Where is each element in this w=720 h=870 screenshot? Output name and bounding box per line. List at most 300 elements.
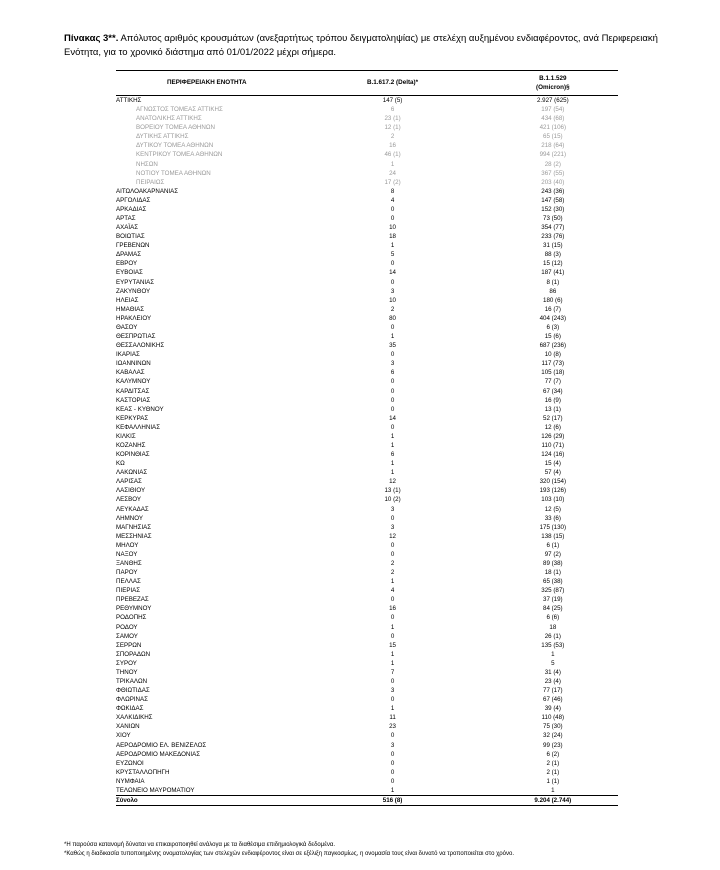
region-cell: ΔΥΤΙΚΟΥ ΤΟΜΕΑ ΑΘΗΝΩΝ [136, 142, 214, 150]
table-row [116, 305, 618, 314]
region-cell: ΣΑΜΟΥ [116, 632, 138, 640]
delta-cell: 6 [390, 106, 395, 114]
table-row [116, 450, 618, 459]
omicron-cell: 5 [551, 659, 555, 667]
table-row [116, 350, 618, 359]
region-cell: ΕΒΡΟΥ [116, 260, 138, 268]
table-row [116, 550, 618, 559]
region-cell: ΚΡΥΣΤΑΛΛΟΠΗΓΗ [116, 768, 170, 776]
region-cell: ΜΗΛΟΥ [116, 541, 139, 549]
region-cell: ΛΑΡΙΣΑΣ [116, 478, 142, 486]
table-row [116, 423, 618, 432]
omicron-cell: 23 (4) [544, 678, 561, 685]
region-cell: ΚΙΛΚΙΣ [116, 432, 136, 440]
delta-cell: 0 [390, 678, 395, 685]
region-cell: ΚΕΦΑΛΛΗΝΙΑΣ [116, 423, 161, 431]
region-cell: ΛΕΥΚΑΔΑΣ [116, 505, 149, 513]
region-cell: ΑΡΓΟΛΙΔΑΣ [116, 196, 151, 204]
region-cell: ΜΕΣΣΗΝΙΑΣ [116, 532, 152, 540]
omicron-cell: 77 (7) [544, 378, 561, 386]
region-cell: ΧΙΟΥ [116, 732, 131, 740]
delta-cell: 4 [390, 587, 395, 595]
omicron-cell: 18 (1) [544, 569, 561, 577]
omicron-cell: 88 (3) [544, 251, 561, 259]
delta-cell: 7 [390, 668, 395, 676]
omicron-cell: 243 (36) [541, 187, 565, 195]
omicron-cell: 16 (7) [544, 305, 561, 313]
delta-cell: 6 [390, 369, 395, 377]
region-cell: ΙΩΑΝΝΙΝΩΝ [116, 360, 151, 368]
delta-cell: 0 [390, 387, 395, 395]
omicron-cell: 180 (6) [543, 296, 563, 304]
delta-cell: 3 [390, 687, 395, 695]
region-cell: ΝΟΤΙΟΥ ΤΟΜΕΑ ΑΘΗΝΩΝ [136, 169, 211, 177]
table-row [116, 722, 618, 731]
omicron-cell: 110 (71) [541, 441, 565, 449]
omicron-cell: 6 (6) [546, 614, 560, 622]
omicron-cell: 233 (76) [541, 233, 565, 241]
delta-cell: 24 [389, 169, 396, 177]
delta-cell: 14 [389, 269, 396, 277]
delta-cell: 1 [390, 578, 395, 586]
region-cell: ΠΙΕΡΙΑΣ [116, 587, 141, 595]
table-row [116, 468, 618, 477]
table-row [116, 459, 618, 468]
delta-cell: 4 [390, 196, 395, 204]
table-row [116, 287, 618, 296]
omicron-cell: 126 (29) [541, 432, 565, 440]
region-cell: ΑΡΚΑΔΙΑΣ [116, 205, 147, 213]
table-subrow [116, 123, 618, 132]
delta-cell: 3 [390, 505, 395, 513]
delta-cell: 16 [389, 142, 396, 150]
delta-cell: 0 [390, 596, 395, 604]
delta-cell: 80 [389, 314, 396, 322]
region-cell: ΝΑΞΟΥ [116, 550, 138, 558]
delta-cell: 2 [390, 305, 395, 313]
table-row [116, 577, 618, 586]
delta-cell: 8 [390, 187, 395, 195]
header-delta: B.1.617.2 (Delta)* [297, 71, 487, 96]
omicron-cell: 8 (1) [546, 278, 560, 286]
delta-cell: 2 [390, 569, 395, 577]
table-row [116, 278, 618, 287]
region-cell: ΧΑΝΙΩΝ [116, 723, 140, 731]
region-cell: ΕΥΒΟΙΑΣ [116, 269, 143, 277]
delta-cell: 0 [390, 205, 395, 213]
table-row [116, 505, 618, 514]
omicron-cell: 218 (64) [541, 142, 565, 150]
omicron-cell: 31 (4) [544, 668, 561, 676]
omicron-cell: 84 (25) [543, 605, 563, 613]
region-cell: ΦΛΩΡΙΝΑΣ [116, 696, 148, 704]
delta-cell: 14 [389, 414, 396, 422]
omicron-cell: 187 (41) [541, 269, 565, 277]
delta-cell: 0 [390, 759, 395, 767]
region-cell: ΘΕΣΣΑΛΟΝΙΚΗΣ [116, 342, 165, 350]
region-cell: ΠΑΡΟΥ [116, 569, 138, 577]
table-row [116, 323, 618, 332]
delta-cell: 1 [390, 469, 395, 477]
table-row [116, 613, 618, 622]
table-subrow [116, 132, 618, 141]
table-row [116, 777, 618, 786]
omicron-cell: 193 (126) [539, 487, 567, 495]
region-cell: ΦΘΙΩΤΙΔΑΣ [116, 687, 150, 695]
table-row [116, 259, 618, 268]
delta-cell: 13 (1) [384, 487, 401, 495]
region-cell: ΚΕΡΚΥΡΑΣ [116, 414, 149, 422]
delta-cell: 18 [389, 233, 396, 241]
region-cell: ΓΡΕΒΕΝΩΝ [116, 242, 150, 250]
delta-cell: 1 [390, 623, 395, 631]
region-cell: ΑΤΤΙΚΗΣ [116, 97, 142, 104]
omicron-cell: 13 (1) [544, 405, 561, 413]
omicron-cell: 117 (73) [541, 360, 565, 368]
delta-cell: 0 [390, 632, 395, 640]
table-row [116, 604, 618, 613]
table-row [116, 568, 618, 577]
region-cell: ΕΥΖΩΝΟΙ [116, 759, 144, 767]
table-row [116, 414, 618, 423]
delta-cell: 0 [390, 550, 395, 558]
omicron-cell: 138 (15) [541, 532, 565, 540]
omicron-cell: 367 (55) [541, 169, 565, 177]
region-cell: ΛΑΚΩΝΙΑΣ [116, 469, 148, 477]
region-cell: ΜΑΓΝΗΣΙΑΣ [116, 523, 152, 531]
table-row [116, 486, 618, 495]
header-omicron-line1: B.1.1.529 [539, 74, 567, 82]
delta-cell: 3 [390, 741, 395, 749]
table-subrow [116, 169, 618, 178]
table-row [116, 214, 618, 223]
omicron-cell: 65 (38) [543, 578, 563, 586]
table-row [116, 677, 618, 686]
omicron-cell: 12 (6) [544, 423, 561, 431]
table-caption-label: Πίνακας 3**. [64, 33, 119, 44]
region-cell: ΗΡΑΚΛΕΙΟΥ [116, 314, 152, 322]
table-caption [64, 32, 664, 60]
omicron-cell: 67 (46) [543, 696, 563, 704]
omicron-cell: 152 (30) [541, 205, 565, 213]
omicron-cell: 89 (38) [543, 559, 563, 567]
delta-cell: 1 [390, 650, 395, 658]
delta-cell: 12 [389, 532, 396, 540]
delta-cell: 23 [389, 723, 396, 731]
region-cell: ΝΥΜΦΑΙΑ [116, 777, 145, 785]
region-cell: ΗΜΑΘΙΑΣ [116, 305, 145, 313]
region-cell: ΠΡΕΒΕΖΑΣ [116, 596, 149, 604]
delta-cell: 6 [390, 451, 395, 459]
omicron-cell: 325 (87) [541, 587, 565, 595]
delta-cell: 0 [390, 777, 395, 785]
table-header-row [116, 71, 618, 96]
omicron-cell: 32 (24) [543, 732, 563, 740]
region-cell: ΡΟΔΟΠΗΣ [116, 614, 147, 622]
footnote-1: *Η παρούσα κατανομή δύναται να επικαιροποιηθεί ανάλογα με τα διαθέσιμα επιδημιολογικά δεδομένα. [64, 842, 336, 848]
region-cell: ΝΗΣΩΝ [136, 160, 158, 168]
omicron-cell: 105 (18) [541, 369, 565, 377]
delta-cell: 0 [390, 260, 395, 268]
delta-cell: 3 [390, 287, 395, 295]
delta-cell: 17 (2) [384, 178, 401, 186]
omicron-cell: 1 [551, 786, 555, 794]
omicron-cell: 97 (2) [544, 550, 561, 558]
table-row [116, 196, 618, 205]
omicron-cell: 12 (5) [544, 505, 561, 513]
region-cell: ΛΕΣΒΟΥ [116, 496, 141, 504]
region-cell: ΞΑΝΘΗΣ [116, 559, 142, 567]
delta-cell: 1 [390, 160, 395, 168]
region-cell: ΤΕΛΩΝΕΙΟ ΜΑΥΡΟΜΑΤΙΟΥ [116, 786, 195, 794]
omicron-cell: 15 (12) [543, 260, 563, 268]
omicron-cell: 421 (106) [539, 124, 567, 132]
table-row [116, 432, 618, 441]
footnote-2: *Καθώς η διαδικασία τυποποιημένης ονοματολογίας των στελεχών ενδιαφέροντος είναι σε εξέλιξη παγκοσμίως, η ονομασία τους είναι δυνατό να τροποποιείται στο χρόνο. [64, 851, 514, 857]
region-cell: ΚΕΝΤΡΙΚΟΥ ΤΟΜΕΑ ΑΘΗΝΩΝ [136, 151, 223, 159]
delta-cell: 1 [390, 659, 395, 667]
omicron-cell: 354 (77) [541, 224, 565, 232]
delta-cell: 0 [390, 541, 395, 549]
table-row [116, 759, 618, 768]
omicron-cell: 197 (54) [541, 106, 565, 114]
region-cell: ΑΧΑΪΑΣ [116, 224, 139, 232]
delta-cell: 46 (1) [384, 151, 401, 159]
omicron-cell: 39 (4) [544, 705, 561, 713]
table-row [116, 405, 618, 414]
region-cell: ΔΡΑΜΑΣ [116, 251, 142, 259]
total-delta: 516 (8) [297, 796, 487, 806]
omicron-cell: 203 (40) [541, 178, 565, 186]
omicron-cell: 1 [551, 650, 555, 658]
table-row [116, 532, 618, 541]
delta-cell: 0 [390, 696, 395, 704]
table-row [116, 741, 618, 750]
table-row [116, 341, 618, 350]
delta-cell: 10 (2) [384, 496, 401, 504]
table-row [116, 650, 618, 659]
omicron-cell: 37 (19) [543, 596, 563, 604]
table-row [116, 368, 618, 377]
table-row [116, 477, 618, 486]
omicron-cell: 10 (8) [544, 351, 561, 359]
table-row [116, 704, 618, 713]
delta-cell: 0 [390, 732, 395, 740]
table-row [116, 632, 618, 641]
omicron-cell: 15 (4) [544, 460, 561, 468]
table-body [116, 96, 618, 796]
region-cell: ΛΑΣΙΘΙΟΥ [116, 487, 146, 495]
table-subrow [116, 150, 618, 159]
omicron-cell: 147 (58) [541, 196, 565, 204]
table-row [116, 641, 618, 650]
table-row [116, 668, 618, 677]
table-row [116, 359, 618, 368]
delta-cell: 1 [390, 460, 395, 468]
delta-cell: 0 [390, 405, 395, 413]
region-cell: ΚΑΣΤΟΡΙΑΣ [116, 396, 151, 404]
omicron-cell: 2 (1) [546, 768, 560, 776]
table-subrow [116, 160, 618, 169]
delta-cell: 23 (1) [384, 115, 401, 123]
region-cell: ΚΕΑΣ - ΚΥΘΝΟΥ [116, 405, 164, 413]
omicron-cell: 67 (34) [543, 387, 563, 395]
region-cell: ΒΟΙΩΤΙΑΣ [116, 233, 145, 241]
region-cell: ΘΕΣΠΡΩΤΙΑΣ [116, 333, 156, 341]
table-row [116, 686, 618, 695]
omicron-cell: 31 (15) [543, 242, 563, 250]
region-cell: ΡΟΔΟΥ [116, 623, 138, 631]
omicron-cell: 175 (130) [539, 523, 567, 531]
table-row [116, 541, 618, 550]
region-cell: ΑΕΡΟΔΡΟΜΙΟ ΕΛ. ΒΕΝΙΖΕΛΟΣ [116, 741, 207, 749]
table-row [116, 713, 618, 722]
region-cell: ΙΚΑΡΙΑΣ [116, 351, 140, 359]
omicron-cell: 73 (50) [543, 215, 563, 223]
table-row [116, 223, 618, 232]
delta-cell: 12 [389, 478, 396, 486]
region-cell: ΑΕΡΟΔΡΟΜΙΟ ΜΑΚΕΔΟΝΙΑΣ [116, 750, 201, 758]
delta-cell: 16 [389, 605, 396, 613]
table-row [116, 750, 618, 759]
table-row [116, 695, 618, 704]
table-row [116, 495, 618, 504]
delta-cell: 2 [390, 559, 395, 567]
table-row [116, 241, 618, 250]
delta-cell: 1 [390, 705, 395, 713]
delta-cell: 3 [390, 360, 395, 368]
table-row [116, 586, 618, 595]
omicron-cell: 99 (23) [543, 741, 563, 749]
region-cell: ΠΕΛΛΑΣ [116, 578, 141, 586]
delta-cell: 1 [390, 242, 395, 250]
delta-cell: 1 [390, 432, 395, 440]
table-row [116, 250, 618, 259]
omicron-cell: 26 (1) [544, 632, 561, 640]
delta-cell: 10 [389, 296, 396, 304]
region-cell: ΣΕΡΡΩΝ [116, 641, 142, 649]
delta-cell: 3 [390, 523, 395, 531]
table-caption-text: Απόλυτος αριθμός κρουσμάτων (ανεξαρτήτως τρόπου δειγματοληψίας) με στελέχη αυξημένου ενδιαφέροντος, ανά Περιφερειακή Ενότητα, για το χρονικό διάστημα από 01/01/2022 μέχρι σήμερα. [64, 33, 658, 58]
delta-cell: 2 [390, 133, 395, 141]
table-subrow [116, 105, 618, 114]
table-row [116, 768, 618, 777]
table-row [116, 623, 618, 632]
region-cell: ΚΟΡΙΝΘΙΑΣ [116, 451, 150, 459]
delta-cell: 0 [390, 323, 395, 331]
table-row [116, 595, 618, 604]
region-cell: ΖΑΚΥΝΘΟΥ [116, 287, 151, 295]
delta-cell: 0 [390, 215, 395, 223]
header-region: ΠΕΡΙΦΕΡΕΙΑΚΗ ΕΝΟΤΗΤΑ [116, 71, 297, 96]
omicron-cell: 75 (30) [543, 723, 563, 731]
footnotes [64, 841, 514, 859]
delta-cell: 0 [390, 423, 395, 431]
delta-cell: 1 [390, 333, 395, 341]
delta-cell: 1 [390, 786, 395, 794]
omicron-cell: 135 (53) [541, 641, 565, 649]
table-row [116, 387, 618, 396]
omicron-cell: 57 (4) [544, 469, 561, 477]
omicron-cell: 320 (154) [539, 478, 567, 486]
region-cell: ΠΕΙΡΑΙΩΣ [136, 178, 165, 186]
omicron-cell: 434 (68) [541, 115, 565, 123]
omicron-cell: 16 (9) [544, 396, 561, 404]
table-row [116, 786, 618, 796]
total-omicron: 9.204 (2.744) [488, 796, 618, 806]
region-cell: ΔΥΤΙΚΗΣ ΑΤΤΙΚΗΣ [136, 133, 189, 141]
table-row [116, 232, 618, 241]
region-cell: ΑΙΤΩΛΟΑΚΑΡΝΑΝΙΑΣ [116, 187, 179, 195]
delta-cell: 0 [390, 278, 395, 286]
region-cell: ΕΥΡΥΤΑΝΙΑΣ [116, 278, 155, 286]
omicron-cell: 1 (1) [546, 777, 560, 785]
omicron-cell: 33 (6) [544, 514, 561, 522]
omicron-cell: 65 (15) [543, 133, 563, 141]
omicron-cell: 6 (3) [546, 323, 560, 331]
table-row [116, 314, 618, 323]
table-row [116, 559, 618, 568]
omicron-cell: 52 (17) [543, 414, 563, 422]
omicron-cell: 15 (6) [544, 333, 561, 341]
table-row [116, 332, 618, 341]
region-cell: ΒΟΡΕΙΟΥ ΤΟΜΕΑ ΑΘΗΝΩΝ [136, 124, 215, 132]
delta-cell: 0 [390, 514, 395, 522]
delta-cell: 0 [390, 396, 395, 404]
delta-cell: 15 [389, 641, 396, 649]
region-cell: ΛΗΜΝΟΥ [116, 514, 143, 522]
table-row [116, 514, 618, 523]
table-row [116, 523, 618, 532]
delta-cell: 1 [390, 441, 395, 449]
region-cell: ΣΠΟΡΑΔΩΝ [116, 650, 151, 658]
region-cell: ΤΡΙΚΑΛΩΝ [116, 678, 148, 685]
delta-cell: 0 [390, 768, 395, 776]
region-cell: ΚΟΖΑΝΗΣ [116, 441, 146, 449]
table-row [116, 187, 618, 196]
omicron-cell: 2.927 (625) [536, 97, 569, 104]
omicron-cell: 6 (1) [546, 541, 560, 549]
delta-cell: 35 [389, 342, 396, 350]
header-omicron-line2: (Omicron)§ [536, 84, 570, 91]
omicron-cell: 103 (10) [541, 496, 565, 504]
table-subrow [116, 178, 618, 187]
total-row [116, 796, 618, 806]
region-cell: ΗΛΕΙΑΣ [116, 296, 139, 304]
region-cell: ΑΡΤΑΣ [116, 215, 136, 223]
region-cell: ΚΩ [116, 460, 125, 468]
header-omicron [488, 71, 618, 96]
region-cell: ΚΑΒΑΛΑΣ [116, 369, 145, 377]
delta-cell: 147 (5) [382, 97, 403, 104]
table-row [116, 205, 618, 214]
delta-cell: 0 [390, 351, 395, 359]
table-row [116, 731, 618, 740]
table-row [116, 659, 618, 668]
table-row [116, 96, 618, 106]
region-cell: ΑΓΝΩΣΤΟΣ ΤΟΜΕΑΣ ΑΤΤΙΚΗΣ [136, 106, 223, 114]
omicron-cell: 6 (2) [546, 750, 560, 758]
omicron-cell: 994 (221) [539, 151, 567, 159]
region-cell: ΚΑΛΥΜΝΟΥ [116, 378, 151, 386]
omicron-cell: 110 (48) [541, 714, 565, 722]
table-row [116, 377, 618, 386]
delta-cell: 5 [390, 251, 395, 259]
region-cell: ΡΕΘΥΜΝΟΥ [116, 605, 152, 613]
delta-cell: 0 [390, 614, 395, 622]
table-subrow [116, 141, 618, 150]
omicron-cell: 124 (16) [541, 451, 565, 459]
